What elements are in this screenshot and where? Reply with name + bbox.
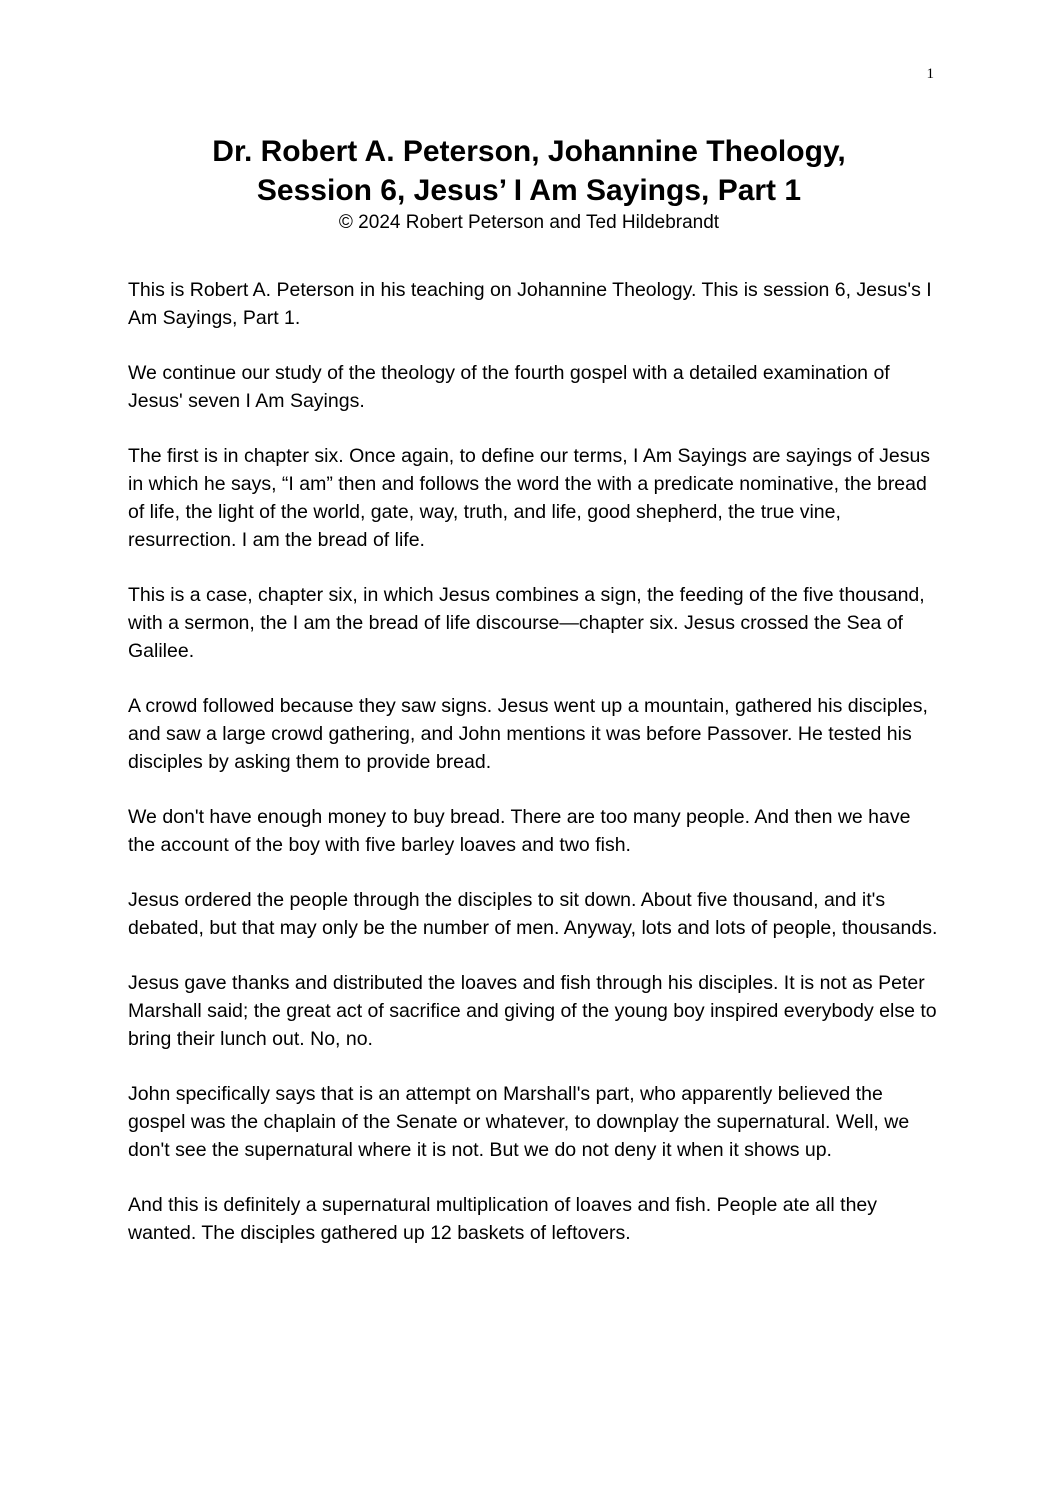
paragraph: We don't have enough money to buy bread. There are too many people. And then we have the account of the boy with five barley loaves and two fish.	[128, 806, 911, 856]
paragraph: Jesus gave thanks and distributed the loaves and fish through his disciples. It is not as Peter Marshall said; the great act of sacrifice and giving of the young boy inspired everybody else to bring their lunch out. No, no.	[128, 972, 937, 1050]
paragraph: The first is in chapter six. Once again, to define our terms, I Am Sayings are sayings of Jesus in which he says, “I am” then and follows the word the with a predicate nominative, the bread of life, the light of the world, gate, way, truth, and life, good shepherd, the true vine, resurrection. I am the bread of life.	[128, 445, 931, 551]
document-body	[128, 276, 938, 1274]
document-title	[100, 132, 958, 210]
title-line-2: Session 6, Jesus’ I Am Sayings, Part 1	[256, 174, 802, 207]
document-header	[100, 132, 958, 236]
paragraph: This is Robert A. Peterson in his teaching on Johannine Theology. This is session 6, Jesus's I Am Sayings, Part 1.	[128, 279, 932, 329]
page-number: 1	[926, 66, 934, 82]
paragraph: A crowd followed because they saw signs. Jesus went up a mountain, gathered his disciples, and saw a large crowd gathering, and John mentions it was before Passover. He tested his disciples by asking them to provide bread.	[128, 695, 928, 773]
paragraph: This is a case, chapter six, in which Jesus combines a sign, the feeding of the five thousand, with a sermon, the I am the bread of life discourse—chapter six. Jesus crossed the Sea of Galilee.	[128, 584, 925, 662]
copyright-notice: © 2024 Robert Peterson and Ted Hildebrandt	[338, 212, 720, 233]
paragraph: We continue our study of the theology of the fourth gospel with a detailed examination of Jesus' seven I Am Sayings.	[128, 362, 890, 412]
title-line-1: Dr. Robert A. Peterson, Johannine Theology,	[212, 135, 846, 168]
paragraph: John specifically says that is an attempt on Marshall's part, who apparently believed the gospel was the chaplain of the Senate or whatever, to downplay the supernatural. Well, we don't see the supernatural where it is not. But we do not deny it when it shows up.	[128, 1083, 910, 1161]
paragraph: And this is definitely a supernatural multiplication of loaves and fish. People ate all they wanted. The disciples gathered up 12 baskets of leftovers.	[128, 1194, 878, 1244]
paragraph: Jesus ordered the people through the disciples to sit down. About five thousand, and it's debated, but that may only be the number of men. Anyway, lots and lots of people, thousands.	[128, 889, 938, 939]
